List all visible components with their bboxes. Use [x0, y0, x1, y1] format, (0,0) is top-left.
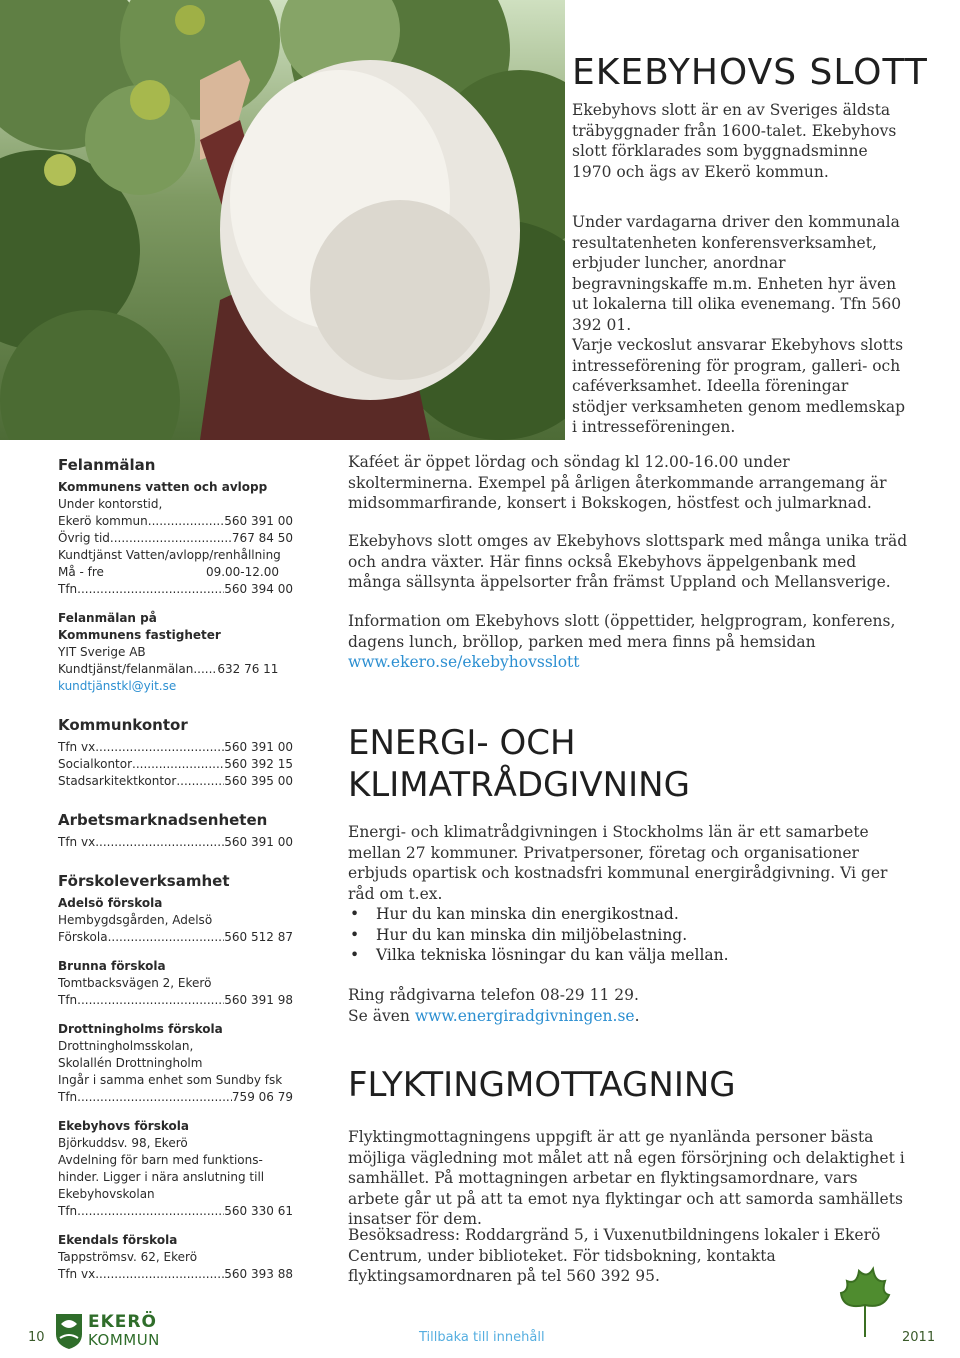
drottningholm-forskola-name: Drottningholms förskola: [58, 1022, 223, 1036]
flykting-paragraph-mission: Flyktingmottagningens uppgift är att ge nyanlända personer bästa möjliga vägledning mot målet att nå egen försörjning och delaktighet i samhället. På mottagningen arbetar en flyktingsamordnare, vars arbete går ut på att ta emot nya flyktingar och att samorda samhällets insatser för dem.: [348, 1128, 905, 1228]
felanmalan-email-link[interactable]: kundtjänstkl@yit.se: [58, 679, 177, 693]
contact-label: Tfn vx: [58, 740, 96, 754]
felanmalan-vatten-subheading: Kommunens vatten och avlopp: [58, 480, 268, 494]
contact-row: [58, 756, 293, 773]
back-to-contents-link[interactable]: Tillbaka till innehåll: [419, 1330, 545, 1345]
felanmalan-fastigheter-subheading-b: Kommunens fastigheter: [58, 628, 221, 642]
contact-label: Tfn: [58, 993, 78, 1007]
contact-row: [58, 739, 293, 756]
energiradgivningen-link[interactable]: www.energiradgivningen.se: [414, 1006, 635, 1025]
felanmalan-heading: Felanmälan: [58, 456, 156, 474]
energi-title-line2: KLIMATRÅDGIVNING: [348, 765, 690, 805]
contact-label: Tfn: [58, 1090, 78, 1104]
adelso-forskola-address: Hembygdsgården, Adelsö: [58, 913, 213, 927]
contact-value: 09.00-12.00: [205, 565, 279, 579]
brunna-forskola-name: Brunna förskola: [58, 959, 166, 973]
contact-label: Kundtjänst/felanmälan: [58, 662, 194, 676]
contact-value: 767 84 50: [231, 531, 293, 545]
ekendal-forskola-name: Ekendals förskola: [58, 1233, 178, 1247]
ekero-shield-icon: [54, 1312, 84, 1350]
oak-leaf-icon: [835, 1265, 895, 1340]
logo-text-ekero: EKERÖ: [88, 1312, 157, 1332]
slott-paragraph-park: Ekebyhovs slott omges av Ekebyhovs slottspark med många unika träd och andra växter. Här finns också Ekebyhovs äppelgenbank med många sällsynta äppelsorter från främst Uppland och Mellansverige.: [348, 532, 908, 591]
slott-paragraph-history: Ekebyhovs slott är en av Sveriges äldsta träbyggnader från 1600-talet. Ekebyhovs slott förklarades som byggnadsminne 1970 och ägs av Ekerö kommun.: [572, 101, 897, 181]
slott-paragraph-cafe: Kaféet är öppet lördag och söndag kl 12.00-16.00 under skolterminerna. Exempel på årligen återkommande arrangemang är midsommarfirande, konsert i Bokskogen, höstfest och julmarknad.: [348, 453, 887, 512]
contact-label: Övrig tid: [58, 531, 110, 545]
arbetsmarknad-heading: Arbetsmarknadsenheten: [58, 811, 268, 829]
contact-value: 560 391 00: [224, 514, 293, 528]
list-item: • Vilka tekniska lösningar du kan välja mellan.: [348, 945, 908, 966]
ekero-kommun-logo: [54, 1312, 164, 1352]
contact-label: Tfn vx: [58, 1267, 96, 1281]
slott-paragraph-info: [348, 611, 908, 673]
energi-paragraph-intro: Energi- och klimatrådgivningen i Stockholms län är ett samarbete mellan 27 kommuner. Privatpersoner, företag och organisationer erbjuds opartisk och kostnadsfri kommunal energirådgivning. Vi ger råd om t.ex.: [348, 823, 888, 903]
ekebyhov-forskola-name: Ekebyhovs förskola: [58, 1119, 189, 1133]
ekebyhovsslott-link[interactable]: www.ekero.se/ekebyhovsslott: [348, 653, 580, 671]
slott-paragraph-conference: Under vardagarna driver den kommunala resultatenheten konferensverksamhet, erbjuder luncher, anordnar begravningskaffe m.m. Enheten hyr även ut lokalerna till olika evenemang. Tfn 560 392 01.: [572, 213, 902, 334]
year-label: 2011: [902, 1330, 936, 1345]
header-photo: [0, 0, 565, 440]
contact-label: Förskola: [58, 930, 108, 944]
contact-label: Tfn: [58, 1204, 78, 1218]
contact-sidebar: [58, 455, 293, 1283]
contact-value: 632 76 11: [217, 662, 279, 676]
energi-paragraph-contact: [348, 985, 908, 1026]
felanmalan-fastigheter-subheading-a: Felanmälan på: [58, 611, 157, 625]
contact-value: 560 391 00: [224, 835, 293, 849]
ekebyhov-address-3: hinder. Ligger i nära anslutning till: [58, 1170, 265, 1184]
contact-value: 560 391 98: [224, 993, 293, 1007]
forskola-heading: Förskoleverksamhet: [58, 872, 230, 890]
drottningholm-address-1: Drottningholmsskolan,: [58, 1039, 194, 1053]
contact-row: [58, 1266, 293, 1283]
energi-bullet-list: [348, 904, 908, 966]
ekebyhov-address-2: Avdelning för barn med funktions-: [58, 1153, 263, 1167]
slott-info-text: Information om Ekebyhovs slott (öppettider, helgprogram, konferens, dagens lunch, bröllop, parken med mera finns på hemsidan: [348, 612, 896, 651]
contact-value: 560 395 00: [224, 774, 293, 788]
page-number: 10: [28, 1330, 45, 1345]
contact-row: [58, 773, 293, 790]
contact-label: Tfn: [58, 582, 78, 596]
energi-phone-line: Ring rådgivarna telefon 08-29 11 29.: [348, 986, 639, 1004]
felanmalan-office-hours: Under kontorstid,: [58, 497, 163, 511]
list-item: • Hur du kan minska din miljöbelastning.: [348, 925, 908, 946]
list-item: • Hur du kan minska din energikostnad.: [348, 904, 908, 925]
logo-text-kommun: KOMMUN: [88, 1331, 160, 1349]
slott-paragraph-association: Varje veckoslut ansvarar Ekebyhovs slotts intresseförening för program, galleri- och caféverksamhet. Ideella föreningar stödjer verksamheten genom medlemskap i intresseföreningen.: [572, 336, 906, 436]
energi-section-title: [348, 722, 690, 806]
contact-row: [58, 1203, 293, 1220]
ekebyhov-address-1: Björkuddsv. 98, Ekerö: [58, 1136, 188, 1150]
contact-value: 759 06 79: [231, 1090, 293, 1104]
energi-see-also: Se även: [348, 1006, 415, 1025]
ekendal-address: Tappströmsv. 62, Ekerö: [58, 1250, 198, 1264]
contact-row: [58, 834, 293, 851]
kommunkontor-heading: Kommunkontor: [58, 716, 188, 734]
contact-value: 560 393 88: [224, 1267, 293, 1281]
ekebyhovs-slott-title: EKEBYHOVS SLOTT: [572, 52, 928, 93]
ekebyhov-address-4: Ekebyhovskolan: [58, 1187, 155, 1201]
contact-value: 560 512 87: [224, 930, 293, 944]
brunna-forskola-address: Tomtbacksvägen 2, Ekerö: [58, 976, 212, 990]
contact-value: 560 394 00: [224, 582, 293, 596]
contact-row: [58, 581, 293, 598]
contact-row: [58, 564, 293, 581]
flykting-paragraph-address: Besöksadress: Roddargränd 5, i Vuxenutbildningens lokaler i Ekerö Centrum, under biblioteket. För tidsbokning, kontakta flyktingsamordnaren på tel 560 392 95.: [348, 1226, 881, 1285]
contact-row: [58, 929, 293, 946]
contact-row: [58, 513, 293, 530]
contact-value: 560 330 61: [224, 1204, 293, 1218]
contact-row: [58, 1089, 293, 1106]
contact-label: Må - fre: [58, 565, 104, 579]
flykting-section-title: FLYKTINGMOTTAGNING: [348, 1065, 736, 1105]
adelso-forskola-name: Adelsö förskola: [58, 896, 163, 910]
drottningholm-address-2: Skolallén Drottningholm: [58, 1056, 203, 1070]
contact-value: 560 392 15: [224, 757, 293, 771]
contact-row: [58, 992, 293, 1009]
contact-label: Ekerö kommun: [58, 514, 148, 528]
energi-link-suffix: .: [634, 1006, 640, 1025]
contact-label: Socialkontor: [58, 757, 133, 771]
contact-row: [58, 661, 293, 678]
felanmalan-kundtjanst: Kundtjänst Vatten/avlopp/renhållning: [58, 548, 281, 562]
child-picking-apples-photo: [0, 0, 565, 440]
drottningholm-address-3: Ingår i samma enhet som Sundby fsk: [58, 1073, 283, 1087]
contact-value: 560 391 00: [224, 740, 293, 754]
contact-row: [58, 530, 293, 547]
felanmalan-company: YIT Sverige AB: [58, 645, 146, 659]
contact-label: Tfn vx: [58, 835, 96, 849]
contact-label: Stadsarkitektkontor: [58, 774, 177, 788]
energi-title-line1: ENERGI- OCH: [348, 723, 576, 763]
